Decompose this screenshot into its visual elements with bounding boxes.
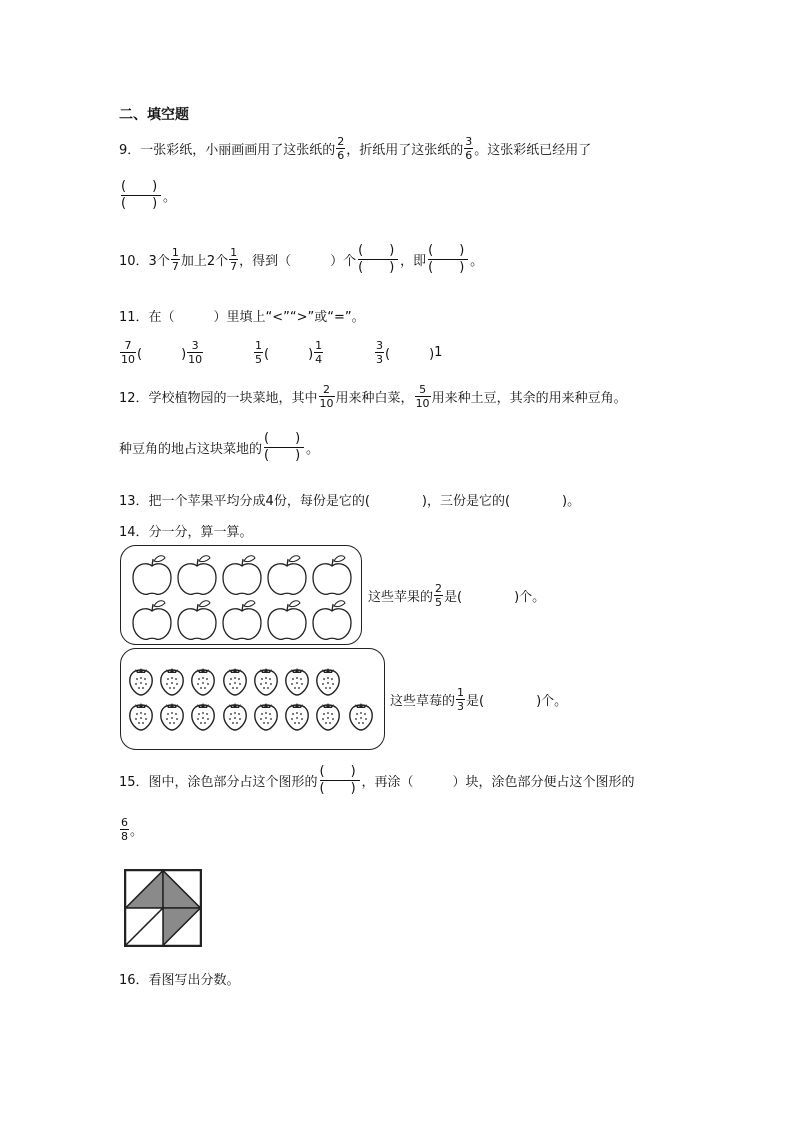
question-14: 14．分一分，算一算。 bbox=[119, 525, 253, 540]
apple-icon bbox=[223, 601, 261, 640]
compare-item: $\frac{3}{3}$ ( ) 1 bbox=[376, 339, 443, 366]
shaded-square-figure bbox=[124, 869, 202, 947]
fraction: $\frac{1}{7}$ bbox=[171, 246, 179, 273]
apple-icon bbox=[313, 601, 351, 640]
strawberry-icon bbox=[161, 703, 183, 730]
section-title: 二、填空题 bbox=[119, 107, 189, 123]
apple-icon bbox=[223, 556, 261, 595]
strawberry-icon bbox=[255, 703, 277, 730]
question-9: 9．一张彩纸，小丽画画用了这张纸的 $\frac{2}{6}$ ，折纸用了这张纸的 $\frac{3}{6}$ 。这张彩纸已经用了 bbox=[119, 135, 592, 162]
apple-icon bbox=[268, 556, 306, 595]
strawberry-icon bbox=[192, 703, 214, 730]
apple-icon bbox=[313, 556, 351, 595]
question-10: 10．3个 $\frac{1}{7}$ 加上2个 $\frac{1}{7}$ ，得到（ ）个 ( ) ( ) ，即 ( ) ( ) 。 bbox=[119, 243, 484, 275]
apple-icon bbox=[178, 601, 216, 640]
strawberry-icon bbox=[130, 668, 152, 695]
strawberry-icon bbox=[286, 703, 308, 730]
answer-blank-fraction[interactable]: ( ) ( ) bbox=[121, 180, 161, 211]
apple-icon bbox=[178, 556, 216, 595]
strawberry-icon bbox=[192, 668, 214, 695]
answer-blank[interactable]: 是( )个。 bbox=[444, 590, 546, 605]
answer-blank-fraction[interactable]: ( ) ( ) bbox=[428, 244, 468, 275]
answer-blank-fraction[interactable]: ( ) ( ) bbox=[358, 244, 398, 275]
compare-blank[interactable]: ( ) bbox=[264, 347, 314, 362]
strawberry-icon bbox=[317, 668, 339, 695]
compare-blank[interactable]: ( ) bbox=[385, 347, 435, 362]
compare-blank[interactable]: ( ) bbox=[137, 347, 187, 362]
compare-item: $\frac{1}{5}$ ( ) $\frac{1}{4}$ bbox=[255, 339, 323, 366]
strawberry-icon bbox=[255, 668, 277, 695]
apples-question: 这些苹果的 $\frac{2}{5}$ 是( )个。 bbox=[368, 582, 546, 609]
strawberry-icon bbox=[286, 668, 308, 695]
question-16: 16．看图写出分数。 bbox=[119, 973, 240, 988]
apple-icon bbox=[268, 601, 306, 640]
strawberry-grid bbox=[121, 649, 384, 749]
strawberry-icon bbox=[161, 668, 183, 695]
strawberry-icon bbox=[224, 703, 246, 730]
q15-line2: $\frac{6}{8}$ 。 bbox=[121, 816, 144, 843]
apple-icon bbox=[133, 601, 171, 640]
answer-blank[interactable]: 是( )个。 bbox=[466, 694, 568, 709]
answer-blank-fraction[interactable]: ( ) ( ) bbox=[320, 765, 360, 796]
strawberries-box bbox=[120, 648, 385, 750]
strawberry-icon bbox=[317, 703, 339, 730]
strawberries-question: 这些草莓的 $\frac{1}{3}$ 是( )个。 bbox=[390, 686, 568, 713]
question-12: 12．学校植物园的一块菜地，其中 $\frac{2}{10}$ 用来种白菜， $\frac{5}{10}$ 用来种土豆，其余的用来种豆角。 bbox=[119, 383, 627, 410]
question-15: 15．图中，涂色部分占这个图形的 ( ) ( ) ，再涂（ ）块，涂色部分便占这个图形的 bbox=[119, 764, 635, 796]
compare-item: $\frac{7}{10}$ ( ) $\frac{3}{10}$ bbox=[121, 339, 203, 366]
q9-answer: ( ) ( ) 。 bbox=[121, 179, 177, 211]
fraction: $\frac{3}{6}$ bbox=[465, 135, 473, 162]
apples-box bbox=[120, 545, 362, 645]
question-13: 13．把一个苹果平均分成4份，每份是它的( )，三份是它的( )。 bbox=[119, 494, 581, 509]
strawberry-icon bbox=[350, 703, 372, 730]
apple-grid bbox=[121, 546, 361, 644]
question-11: 11．在（ ）里填上“<”“>”或“=”。 bbox=[119, 310, 365, 325]
q12-line2: 种豆角的地占这块菜地的 ( ) ( ) 。 bbox=[119, 431, 320, 463]
strawberry-icon bbox=[130, 703, 152, 730]
answer-blank-fraction[interactable]: ( ) ( ) bbox=[264, 432, 304, 463]
fraction: $\frac{1}{7}$ bbox=[230, 246, 238, 273]
fraction: $\frac{2}{6}$ bbox=[337, 135, 345, 162]
apple-icon bbox=[133, 556, 171, 595]
strawberry-icon bbox=[224, 668, 246, 695]
